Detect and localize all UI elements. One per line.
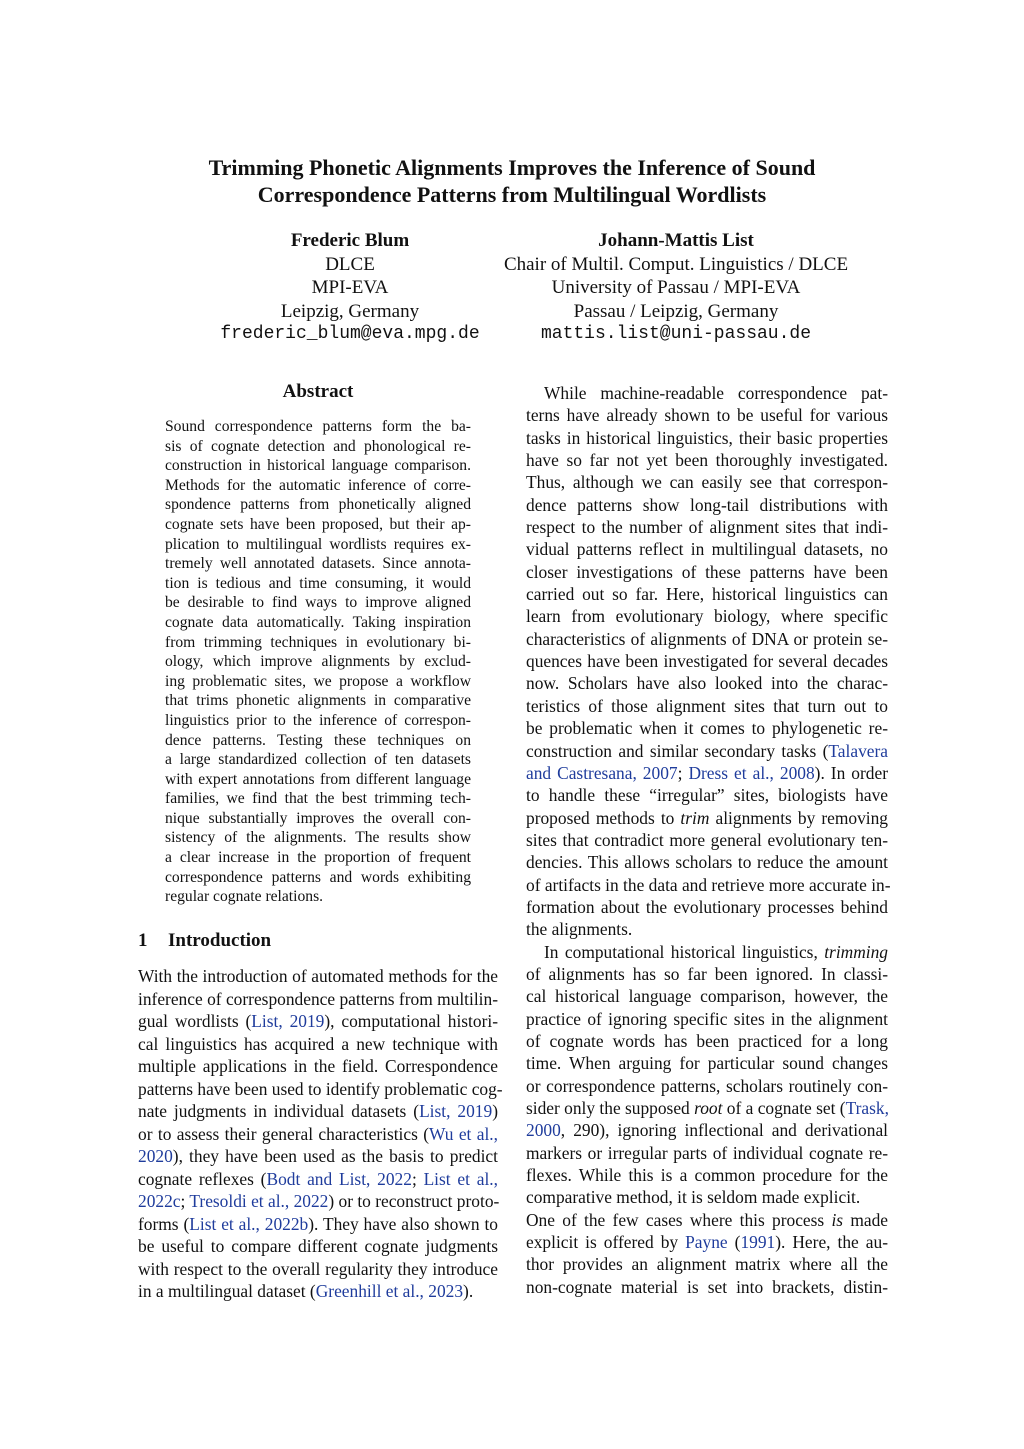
author-affiliation: Chair of Multil. Comput. Linguistics / DLCE (503, 253, 849, 275)
citation-link[interactable]: Talavera (828, 740, 888, 761)
text-line: 2022c; Tresoldi et al., 2022) or to reconstruct proto- (138, 1191, 500, 1211)
text-line: Methods for the automatic inference of corre- (165, 476, 471, 494)
text-line: patterns have been used to identify problematic cog- (138, 1078, 503, 1099)
text-line: Sound correspondence patterns form the ba- (165, 418, 471, 435)
text-line: multiple applications in the field. Correspondence (138, 1056, 498, 1076)
author-name: Johann-Mattis List (598, 230, 754, 251)
text-line: In computational historical linguistics, trimming (544, 941, 888, 962)
abstract-body (165, 417, 471, 907)
text-line: With the introduction of automated methods for the (138, 966, 498, 986)
author-block (200, 229, 500, 347)
citation-link[interactable]: Trask, (845, 1098, 889, 1118)
citation-link[interactable]: Greenhill et al., 2023 (315, 1281, 464, 1301)
text-line: dence patterns show long-tail distributions with (526, 494, 888, 515)
text-line: time. When arguing for particular sound changes (526, 1053, 888, 1074)
section-heading (138, 930, 498, 952)
abstract-heading: Abstract (282, 381, 354, 402)
text-line: of cognate words has been practiced for a long (526, 1030, 888, 1051)
text-line: gual wordlists (List, 2019), computational histori- (138, 1011, 498, 1031)
author-email: frederic_blum@eva.mpg.de (220, 324, 480, 344)
citation-link[interactable]: Bodt and List, 2022 (266, 1168, 412, 1189)
text-line: of alignments has so far been ignored. In classi- (526, 963, 888, 984)
text-line: sites that contradict more general evolutionary ten- (526, 829, 888, 850)
right-column (526, 382, 891, 1298)
text-line: correspondence patterns and words exhibiting (165, 868, 471, 886)
text-line: tasks in historical linguistics, their basic properties (526, 427, 888, 448)
text-line: that trims phonetic alignments in comparative (165, 692, 471, 710)
author-affiliation: University of Passau / MPI-EVA (551, 277, 801, 298)
citation-link[interactable]: 2022c (138, 1191, 181, 1211)
text-line: a clear increase in the proportion of frequent (165, 849, 471, 867)
text-line: regular cognate relations. (165, 888, 324, 906)
text-line: learn from evolutionary biology, where specific (526, 606, 888, 627)
text-line: proposed methods to trim alignments by removing (526, 807, 888, 828)
text-line: cognate sets have been proposed, but their ap- (165, 515, 471, 533)
text-line: be useful to compare different cognate judgments (138, 1236, 498, 1256)
text-line: construction in historical language comparison. (165, 457, 471, 475)
text-line: terns have already shown to be useful for various (526, 405, 888, 426)
text-line: cognate reflexes (Bodt and List, 2022; List et al., (138, 1168, 498, 1189)
paragraph-tail (526, 829, 891, 941)
text-line: sider only the supposed root of a cognate set (Trask, (526, 1098, 889, 1118)
text-line: thor provides an alignment matrix where all the (526, 1254, 888, 1275)
citation-link[interactable]: Dress et al., 2008 (688, 762, 815, 783)
text-line: ing problematic sites, we propose a workflow (165, 672, 471, 690)
text-line: with respect to the overall regularity they introduce (138, 1258, 498, 1279)
text-line: formation about the evolutionary processes behind (526, 896, 888, 917)
text-line: or correspondence patterns, scholars routinely con- (526, 1075, 888, 1096)
text-line: dence patterns. Testing these techniques on (165, 731, 471, 749)
text-line: cal historical language comparison, however, the (526, 986, 888, 1007)
text-line: cal linguistics has acquired a new technique with (138, 1033, 498, 1054)
author-location: Leipzig, Germany (280, 300, 420, 322)
text-line: One of the few cases where this process is made (526, 1209, 888, 1230)
citation-link[interactable]: List, 2019 (419, 1101, 493, 1121)
citation-link[interactable]: List, 2019 (251, 1011, 325, 1031)
citation-link[interactable]: Wu et al., (429, 1123, 499, 1144)
text-line: comparative method, it is seldom made explicit. (526, 1187, 861, 1208)
author-email: mattis.list@uni-passau.de (540, 324, 812, 344)
text-line: tion is tedious and time consuming, it would (165, 574, 471, 592)
section-number: 1 (138, 930, 148, 951)
text-line: families, we find that the best trimming tech- (165, 790, 471, 808)
text-line: characteristics of alignments of DNA or protein se- (526, 628, 888, 649)
text-line: with expert annotations from different language (165, 770, 471, 788)
author-block (486, 229, 866, 347)
citation-link[interactable]: Tresoldi et al., 2022 (189, 1191, 329, 1211)
paragraph (526, 1142, 888, 1209)
title-line: Correspondence Patterns from Multilingual Wordlists (257, 182, 767, 207)
text-line: teristics of those alignment sites that turn out to (526, 695, 888, 716)
author-affiliation: MPI-EVA (311, 277, 389, 298)
text-line: plication to multilingual wordlists requires ex- (165, 535, 471, 553)
text-line: be problematic when it comes to phylogenetic re- (526, 718, 888, 739)
text-line: forms (List et al., 2022b). They have also shown to (138, 1213, 498, 1234)
text-line: inference of correspondence patterns from multilin- (138, 988, 498, 1009)
text-line: practice of ignoring specific sites in the alignment (526, 1008, 888, 1029)
citation-link[interactable]: 2000 (526, 1120, 561, 1141)
citation-link[interactable]: 2020 (138, 1146, 173, 1166)
text-line: of artifacts in the data and retrieve more accurate in- (526, 874, 891, 895)
text-line: non-cognate material is set into brackets, distin- (526, 1276, 888, 1297)
text-line: tremely well annotated datasets. Since annota- (165, 555, 471, 573)
text-line: quences have been investigated for several decades (526, 651, 888, 672)
text-line: spondence patterns from phonetically aligned (165, 496, 471, 514)
citation-link[interactable]: List et al., 2022b (189, 1213, 309, 1234)
author-name: Frederic Blum (290, 230, 410, 251)
author-affiliation: DLCE (325, 253, 375, 275)
text-line: cognate data automatically. Taking inspiration (165, 613, 471, 631)
section-title: Introduction (168, 930, 272, 951)
text-line: linguistics prior to the inference of correspon- (165, 711, 471, 729)
citation-link[interactable]: Payne (685, 1232, 728, 1253)
text-line: markers or irregular parts of individual cognate re- (526, 1142, 888, 1163)
text-line: nate judgments in individual datasets (List, 2019) (138, 1101, 498, 1121)
text-line: sistency of the alignments. The results show (165, 829, 471, 847)
citation-link[interactable]: and Castresana, 2007 (526, 762, 678, 783)
text-line: respect to the number of alignment sites that indi- (526, 517, 888, 538)
paper-title (150, 154, 874, 208)
text-line: ology, which improve alignments by exclud- (165, 653, 471, 671)
text-line: now. Scholars have also looked into the charac- (526, 673, 888, 694)
text-line: vidual patterns reflect in multilingual datasets, no (526, 539, 888, 560)
text-line: a large standardized collection of ten datasets (165, 751, 471, 769)
text-line: and Castresana, 2007; Dress et al., 2008). In order (526, 762, 888, 783)
citation-link[interactable]: 1991 (740, 1232, 776, 1253)
text-line: explicit is offered by Payne (1991). Here, the au- (526, 1232, 888, 1253)
text-line: have so far not yet been thoroughly investigated. (526, 450, 888, 471)
text-line: from trimming techniques in evolutionary bi- (165, 633, 471, 651)
text-line: be desirable to find ways to improve aligned (165, 594, 471, 612)
text-line: Thus, although we can easily see that correspon- (526, 472, 888, 493)
text-line: 2020), they have been used as the basis to predict (138, 1146, 498, 1166)
text-line: 2000, 290), ignoring inflectional and derivational (526, 1120, 888, 1141)
text-line: in a multilingual dataset (Greenhill et al., 2023). (138, 1281, 474, 1301)
text-line: or to assess their general characteristics (Wu et al., (138, 1123, 499, 1144)
text-line: the alignments. (526, 919, 633, 940)
text-line: While machine-readable correspondence pat- (544, 383, 888, 403)
text-line: flexes. While this is a common procedure for the (526, 1165, 888, 1186)
text-line: closer investigations of these patterns have been (526, 561, 888, 582)
text-line: nique substantially improves the overall con- (165, 809, 471, 827)
author-location: Passau / Leipzig, Germany (573, 300, 779, 322)
citation-link[interactable]: List et al., (423, 1168, 498, 1189)
text-line: to handle these “irregular” sites, biologists have (526, 785, 888, 806)
intro-paragraph (138, 965, 503, 1303)
text-line: sis of cognate detection and phonological re- (165, 437, 471, 455)
text-line: carried out so far. Here, historical linguistics can (526, 584, 888, 605)
title-line: Trimming Phonetic Alignments Improves the Inference of Sound (208, 155, 816, 180)
paragraph (526, 963, 888, 1097)
paragraph (526, 382, 888, 740)
text-line: construction and similar secondary tasks (Talavera (526, 740, 888, 761)
text-line: dencies. This allows scholars to reduce the amount (526, 852, 888, 873)
